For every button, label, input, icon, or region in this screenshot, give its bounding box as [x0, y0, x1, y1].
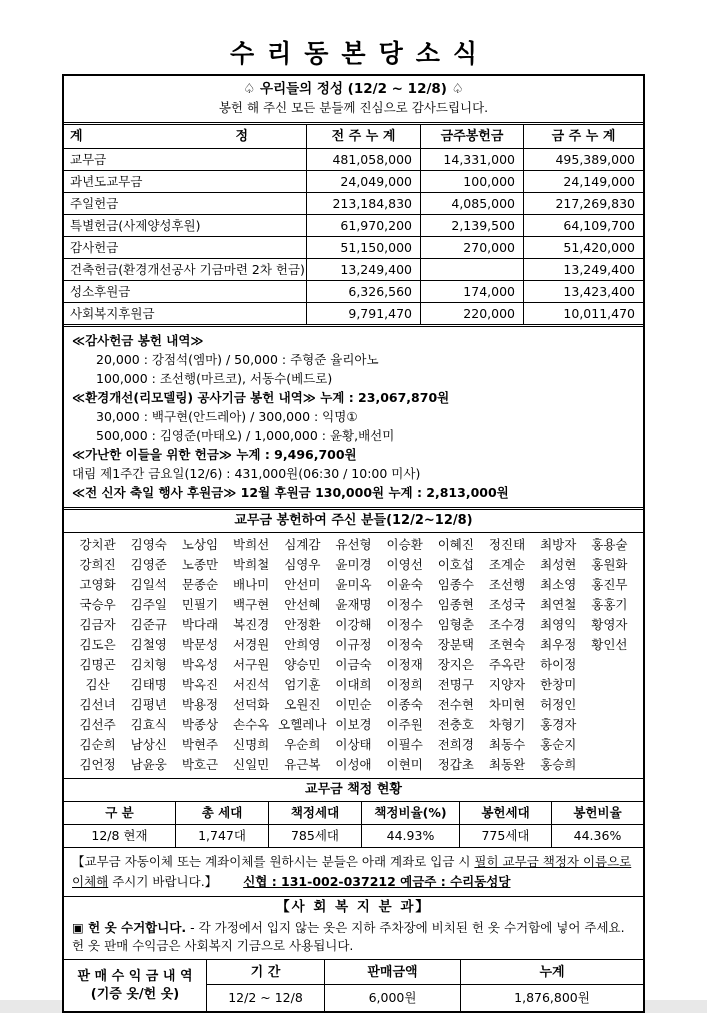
- donor-name: 윤재명: [335, 597, 372, 612]
- pledge-status-section: [64, 779, 643, 848]
- offering-week-total-value: 217,269,830: [555, 196, 635, 211]
- sales-table: [64, 959, 643, 1011]
- donor-name: 이성애: [335, 757, 372, 772]
- offering-week-total-value: 13,249,400: [563, 262, 635, 277]
- donor-name: 홍경자: [540, 717, 577, 732]
- donor-name: 유선형: [335, 537, 372, 552]
- donor-name: [584, 655, 635, 675]
- donor-name: 한창미: [540, 677, 577, 692]
- donor-name: 임종현: [437, 597, 474, 612]
- poor-fund-title: ≪가난한 이들을 위한 헌금≫ 누계 : 9,496,700원: [72, 447, 357, 462]
- donor-name: 허정인: [540, 697, 577, 712]
- offering-table: [64, 125, 643, 327]
- donor-name: 안선미: [284, 577, 321, 592]
- transfer-notice-text: 주시기 바랍니다.】: [108, 874, 218, 889]
- offering-row: [64, 280, 643, 302]
- donor-name: 최우정: [540, 637, 577, 652]
- offering-week-total-value: 495,389,000: [555, 152, 635, 167]
- devotion-subtitle: 봉헌 해 주신 모든 분들께 진심으로 감사드립니다.: [218, 100, 489, 115]
- pledge-status-title: 교무금 책정 현황: [305, 782, 402, 797]
- donor-name: 윤미경: [335, 557, 372, 572]
- donor-name: 김철영: [130, 637, 167, 652]
- offering-week-amount-value: 270,000: [421, 237, 524, 258]
- donor-name: 안선혜: [284, 597, 321, 612]
- donor-name: 전수현: [437, 697, 474, 712]
- donor-name: 박호근: [181, 757, 219, 772]
- donor-name: 엄기훈: [284, 677, 321, 692]
- page-title: 수리동본당소식: [229, 39, 491, 68]
- donor-name: 강희진: [79, 557, 116, 572]
- donor-name: 김도은: [79, 637, 116, 652]
- transfer-notice-underline: 필히 교무금 책정자 이름으로 이체해: [72, 854, 632, 889]
- pledge-data-cell: 785세대: [269, 825, 362, 847]
- thanks-offering-line: 100,000 : 조선행(마르코), 서동수(베드로): [96, 371, 333, 386]
- donor-name: 주옥란: [488, 657, 526, 672]
- pledge-header-cell: 봉헌비율: [573, 805, 622, 820]
- offering-account-name: 특별헌금(사제양성후원): [64, 215, 307, 236]
- donor-name: 홍원화: [591, 557, 628, 572]
- offering-account-name: 건축헌금(환경개선공사 기금마련 2차 헌금): [64, 259, 307, 280]
- donor-row: [72, 535, 635, 555]
- donor-name: 최동완: [488, 757, 526, 772]
- sales-total-value: 1,876,800원: [514, 990, 590, 1005]
- donor-name: 김산: [85, 677, 110, 692]
- offering-prev-total-value: 6,326,560: [307, 281, 421, 302]
- donor-name: [584, 755, 635, 775]
- donor-name: 김효식: [130, 717, 167, 732]
- donor-name: 서진석: [233, 677, 270, 692]
- offering-header-row: [64, 125, 643, 148]
- donor-name: 김순희: [79, 737, 116, 752]
- donor-name: 임형춘: [437, 617, 474, 632]
- donor-name: 양승민: [284, 657, 321, 672]
- offering-row: [64, 214, 643, 236]
- donor-name: 조수경: [488, 617, 526, 632]
- donor-name: 임종수: [437, 577, 474, 592]
- sales-period-value: 12/2 ~ 12/8: [207, 985, 325, 1011]
- donor-name: 이대희: [335, 677, 372, 692]
- donor-name: 황인선: [591, 637, 628, 652]
- offering-prev-total-value: 24,049,000: [307, 171, 421, 192]
- donor-name: 조계순: [488, 557, 526, 572]
- donor-row: [72, 615, 635, 635]
- donor-name: [584, 715, 635, 735]
- offering-prev-total-value: 481,058,000: [307, 149, 421, 170]
- donor-name: 황영자: [591, 617, 628, 632]
- sales-header-total: 누계: [461, 960, 643, 985]
- donor-name: 윤미옥: [335, 577, 372, 592]
- welfare-section-title: 【사 회 복 지 분 과】: [276, 899, 431, 915]
- welfare-notice-rest: - 각 가정에서 입지 않는 옷은 지하 주차장에 비치된 헌 옷 수거함에 넣어 주세요.: [186, 920, 625, 935]
- offering-row: [64, 192, 643, 214]
- feast-fund-line: ≪전 신자 축일 행사 후원금≫ 12월 후원금 130,000원 누계 : 2,813,000원: [72, 485, 509, 500]
- donor-row: [72, 675, 635, 695]
- donor-name: 정갑초: [437, 757, 474, 772]
- donor-name: 강치관: [79, 537, 116, 552]
- offering-header-week-amount: 금주봉헌금: [421, 125, 524, 148]
- pledge-data-cell: 1,747대: [176, 825, 269, 847]
- donor-name: 국승우: [79, 597, 116, 612]
- sales-amount-value: 6,000원: [325, 985, 461, 1011]
- donor-name: 심계감: [284, 537, 321, 552]
- offering-account-name: 성소후원금: [64, 281, 307, 302]
- pledge-header-cell: 책정세대: [269, 802, 362, 824]
- donor-name: 이영선: [386, 557, 423, 572]
- donor-name: 김영숙: [130, 537, 167, 552]
- donor-row: [72, 595, 635, 615]
- sales-header-amount: 판매금액: [325, 960, 461, 985]
- bulletin-content: [62, 74, 645, 1013]
- donor-name: 박문성: [181, 637, 219, 652]
- donor-name: 안정환: [284, 617, 321, 632]
- donor-name: 신명희: [233, 737, 270, 752]
- donor-name: 김주일: [130, 597, 167, 612]
- donor-name: 오헬레나: [278, 717, 327, 732]
- donor-name: [584, 735, 635, 755]
- donor-row: [72, 735, 635, 755]
- donor-name: 박용정: [181, 697, 219, 712]
- donor-name: 노상임: [181, 537, 219, 552]
- donor-name: 장지은: [437, 657, 474, 672]
- donor-name: 이강해: [335, 617, 372, 632]
- transfer-notice: [64, 848, 643, 897]
- offering-rows: [64, 148, 643, 324]
- donor-name: 김선주: [79, 717, 116, 732]
- donor-name: 이필수: [386, 737, 423, 752]
- donor-name: 차형기: [488, 717, 526, 732]
- donor-name: 홍진무: [591, 577, 628, 592]
- offering-header-week-total: 금 주 누 계: [551, 129, 616, 144]
- offering-header-account-left: 계: [70, 129, 83, 144]
- remodel-fund-title: ≪환경개선(리모델링) 공사기금 봉헌 내역≫ 누계 : 23,067,870원: [72, 390, 450, 405]
- offering-week-amount-value: 220,000: [421, 303, 524, 324]
- remodel-fund-line: 500,000 : 김영준(마태오) / 1,000,000 : 윤황,배선미: [96, 428, 395, 443]
- donor-name: [584, 695, 635, 715]
- offering-account-name: 주일헌금: [64, 193, 307, 214]
- donor-name: 오원진: [284, 697, 321, 712]
- donor-name: 손수옥: [233, 717, 270, 732]
- donor-name: 고영화: [79, 577, 116, 592]
- sales-label-line1: 판 매 수 익 금 내 역: [77, 968, 193, 984]
- offering-week-total-value: 51,420,000: [563, 240, 635, 255]
- pledge-data-cell: 44.36%: [573, 828, 622, 843]
- offering-week-total-value: 24,149,000: [563, 174, 635, 189]
- pledge-data-cell: 775세대: [460, 825, 552, 847]
- offering-week-amount-value: 100,000: [421, 171, 524, 192]
- donor-name: 박희철: [233, 557, 270, 572]
- offering-details: [64, 327, 643, 510]
- donor-name: 이민순: [335, 697, 372, 712]
- donor-name: 차미현: [488, 697, 526, 712]
- donor-name: 서구원: [233, 657, 270, 672]
- pledge-header-cell: 책정비율(%): [362, 802, 460, 824]
- donor-name: 전명구: [437, 677, 474, 692]
- donor-name: 노종만: [181, 557, 219, 572]
- donor-name: 이정희: [386, 677, 423, 692]
- donor-name: 전충호: [437, 717, 474, 732]
- offering-week-amount-value: 4,085,000: [421, 193, 524, 214]
- donor-name: 이보경: [335, 717, 372, 732]
- donor-name: 최방자: [540, 537, 577, 552]
- bank-account-info: 신협 : 131-002-037212 예금주 : 수리동성당: [243, 874, 511, 889]
- donor-name: 우순희: [284, 737, 321, 752]
- donor-name: 배나미: [233, 577, 270, 592]
- donor-name: 조성국: [488, 597, 526, 612]
- donor-name: 이금숙: [335, 657, 372, 672]
- thanks-offering-line: 20,000 : 강점석(엠마) / 50,000 : 주형준 율리아노: [96, 352, 379, 367]
- donor-name: 김선녀: [79, 697, 116, 712]
- donor-name: 이윤숙: [386, 577, 423, 592]
- donor-name: [584, 675, 635, 695]
- offering-week-total-value: 64,109,700: [563, 218, 635, 233]
- donor-name: 유근복: [284, 757, 321, 772]
- donor-name: 이현미: [386, 757, 423, 772]
- offering-prev-total-value: 61,970,200: [307, 215, 421, 236]
- donor-name: 최성현: [540, 557, 577, 572]
- donor-name: 정진태: [488, 537, 526, 552]
- sales-header-period: 기 간: [207, 960, 325, 985]
- donor-name: 박옥진: [181, 677, 219, 692]
- donor-name: 이종숙: [386, 697, 423, 712]
- donor-name: 이정숙: [386, 637, 423, 652]
- donor-name: 김치형: [130, 657, 167, 672]
- donor-name: 이호섭: [437, 557, 474, 572]
- welfare-notice: [64, 918, 643, 959]
- offering-prev-total-value: 213,184,830: [307, 193, 421, 214]
- donor-name: 박종상: [181, 717, 219, 732]
- offering-row: [64, 258, 643, 280]
- pledge-data-row: [64, 824, 643, 847]
- donor-name: 장분택: [437, 637, 474, 652]
- offering-account-name: 사회복지후원금: [64, 303, 307, 324]
- donor-name: 심영우: [284, 557, 321, 572]
- offering-header-account-right: 정: [235, 129, 248, 144]
- sales-label-line2: (기증 옷/헌 옷): [90, 986, 180, 1002]
- remodel-fund-line: 30,000 : 백구현(안드레아) / 300,000 : 익명①: [96, 409, 358, 424]
- offering-prev-total-value: 13,249,400: [307, 259, 421, 280]
- offering-week-amount-value: [421, 259, 524, 280]
- donor-row: [72, 635, 635, 655]
- pledge-header-row: [64, 801, 643, 824]
- donor-name: 전희경: [437, 737, 474, 752]
- donor-name: 이정수: [386, 597, 423, 612]
- donor-name: 이규정: [335, 637, 372, 652]
- offering-account-name: 감사헌금: [64, 237, 307, 258]
- offering-row: [64, 236, 643, 258]
- thanks-offering-title: ≪감사헌금 봉헌 내역≫: [72, 333, 204, 348]
- donor-row: [72, 575, 635, 595]
- pledge-header-cell: 봉헌세대: [460, 802, 552, 824]
- donor-name: 하이정: [540, 657, 577, 672]
- welfare-notice-bold: ▣ 헌 옷 수거합니다.: [72, 920, 187, 935]
- donor-name: 김명곤: [79, 657, 116, 672]
- donor-name: 홍용술: [591, 537, 628, 552]
- donor-name: 김태명: [130, 677, 167, 692]
- offering-header-prev-total: 전 주 누 계: [307, 125, 421, 148]
- offering-week-total-value: 10,011,470: [563, 306, 635, 321]
- donor-row: [72, 555, 635, 575]
- devotion-title: ♤ 우리들의 정성 (12/2 ~ 12/8) ♤: [243, 81, 464, 97]
- donor-name: 남상신: [130, 737, 167, 752]
- offering-row: [64, 170, 643, 192]
- donor-name: 민필기: [181, 597, 219, 612]
- poor-fund-line: 대림 제1주간 금요일(12/6) : 431,000원(06:30 / 10:00 미사): [72, 466, 421, 481]
- offering-week-amount-value: 14,331,000: [421, 149, 524, 170]
- donor-grid: [64, 533, 643, 778]
- donor-name: 조선행: [488, 577, 526, 592]
- donor-section: [64, 510, 643, 779]
- pledge-data-cell: 12/8 현재: [64, 825, 176, 847]
- donor-name: 박다래: [181, 617, 219, 632]
- donor-name: 박희선: [233, 537, 270, 552]
- donor-name: 홍홍기: [591, 597, 628, 612]
- donor-name: 박현주: [181, 737, 219, 752]
- donor-name: 이정수: [386, 617, 423, 632]
- sales-label-cell: [64, 960, 207, 1011]
- donor-section-title: 교무금 봉헌하여 주신 분들(12/2~12/8): [64, 510, 643, 533]
- donor-name: 이상태: [335, 737, 372, 752]
- donor-name: 남윤웅: [130, 757, 167, 772]
- donor-name: 박옥성: [181, 657, 219, 672]
- offering-row: [64, 302, 643, 324]
- welfare-notice-line2: 헌 옷 판매 수익금은 사회복지 기금으로 사용됩니다.: [72, 938, 354, 953]
- donor-row: [72, 755, 635, 775]
- donor-name: 최연철: [540, 597, 577, 612]
- donor-row: [72, 715, 635, 735]
- donor-name: 조현숙: [488, 637, 526, 652]
- offering-account-name: 과년도교무금: [64, 171, 307, 192]
- donor-name: 안희영: [284, 637, 321, 652]
- offering-header-account: [64, 125, 307, 148]
- donor-name: 신일민: [233, 757, 270, 772]
- donor-name: 홍순지: [540, 737, 577, 752]
- donor-name: 이승환: [386, 537, 423, 552]
- devotion-header: [64, 76, 643, 125]
- offering-week-total-value: 13,423,400: [563, 284, 635, 299]
- donor-name: 김일석: [130, 577, 167, 592]
- donor-row: [72, 655, 635, 675]
- donor-name: 선덕화: [233, 697, 270, 712]
- donor-name: 지양자: [488, 677, 526, 692]
- donor-name: 김언정: [79, 757, 116, 772]
- offering-prev-total-value: 9,791,470: [307, 303, 421, 324]
- donor-name: 복진경: [233, 617, 270, 632]
- pledge-data-cell: 44.93%: [362, 825, 460, 847]
- offering-week-amount-value: 2,139,500: [421, 215, 524, 236]
- donor-name: 홍승희: [540, 757, 577, 772]
- donor-name: 김준규: [130, 617, 167, 632]
- offering-account-name: 교무금: [64, 149, 307, 170]
- donor-name: 이정재: [386, 657, 423, 672]
- welfare-section: [64, 897, 643, 1011]
- donor-name: 서경원: [233, 637, 270, 652]
- donor-name: 최동수: [488, 737, 526, 752]
- donor-name: 김영준: [130, 557, 167, 572]
- donor-name: 김평년: [130, 697, 167, 712]
- pledge-header-cell: 총 세대: [176, 802, 269, 824]
- donor-name: 최영익: [540, 617, 577, 632]
- donor-name: 최소영: [540, 577, 577, 592]
- donor-name: 이혜진: [437, 537, 474, 552]
- donor-name: 문종순: [181, 577, 219, 592]
- donor-name: 김금자: [79, 617, 116, 632]
- donor-row: [72, 695, 635, 715]
- transfer-notice-text: 【교무금 자동이체 또는 계좌이체를 원하시는 분들은 아래 계좌로 입금 시: [72, 854, 475, 869]
- offering-week-amount-value: 174,000: [421, 281, 524, 302]
- donor-name: 백구현: [233, 597, 270, 612]
- offering-prev-total-value: 51,150,000: [307, 237, 421, 258]
- pledge-header-cell: 구 분: [64, 802, 176, 824]
- offering-row: [64, 148, 643, 170]
- donor-name: 이주원: [386, 717, 423, 732]
